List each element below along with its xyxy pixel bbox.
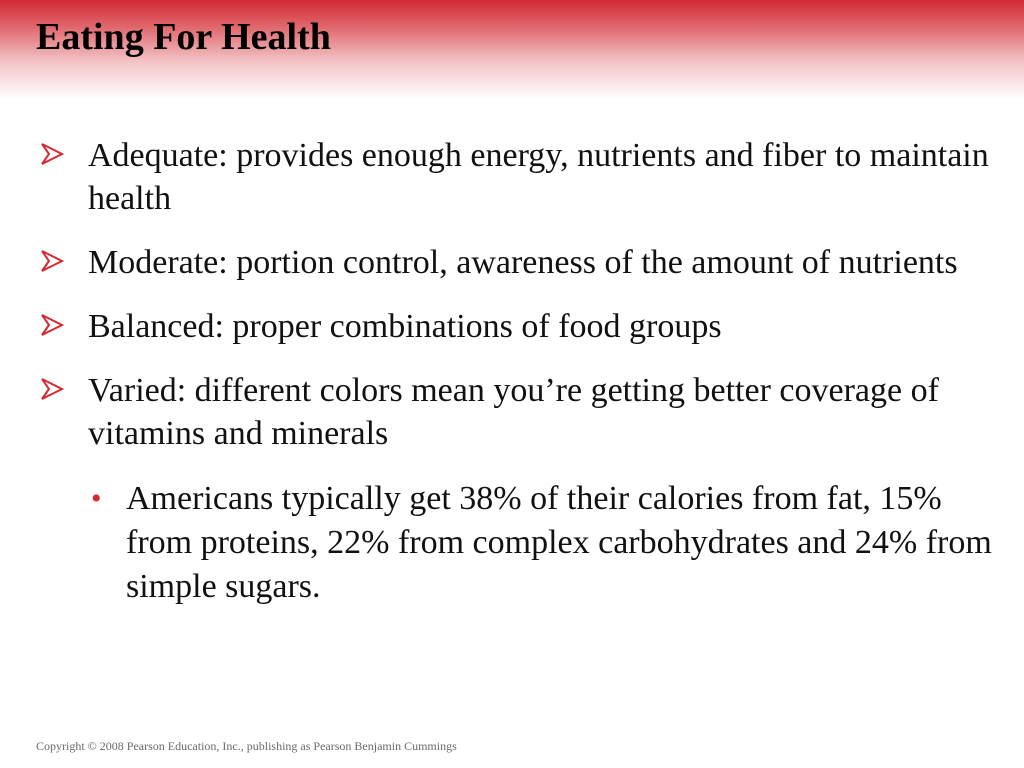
arrowhead-bullet-icon	[40, 142, 64, 166]
sub-bullet-item	[88, 477, 996, 609]
bullet-text: Balanced: proper combinations of food groups	[88, 308, 722, 345]
bullet-item-adequate	[36, 134, 996, 220]
sub-bullet-text: Americans typically get 38% of their calories from fat, 15% from proteins, 22% from complex carbohydrates and 24% from simple sugars.	[126, 480, 992, 605]
bullet-item-varied	[36, 369, 996, 609]
bullet-text: Moderate: portion control, awareness of the amount of nutrients	[88, 244, 958, 281]
bullet-text: Adequate: provides enough energy, nutrients and fiber to maintain health	[88, 137, 989, 217]
arrowhead-bullet-icon	[40, 377, 64, 401]
slide-title: Eating For Health	[36, 16, 331, 58]
footer-copyright: Copyright © 2008 Pearson Education, Inc., publishing as Pearson Benjamin Cummings	[36, 739, 457, 753]
bullet-text: Varied: different colors mean you’re getting better coverage of vitamins and minerals	[88, 372, 939, 452]
bullet-list	[36, 134, 996, 630]
bullet-item-moderate	[36, 241, 996, 284]
dot-bullet-icon: •	[91, 482, 102, 515]
arrowhead-bullet-icon	[40, 249, 64, 273]
arrowhead-bullet-icon	[40, 313, 64, 337]
sub-bullet-list	[88, 477, 996, 609]
bullet-item-balanced	[36, 305, 996, 348]
